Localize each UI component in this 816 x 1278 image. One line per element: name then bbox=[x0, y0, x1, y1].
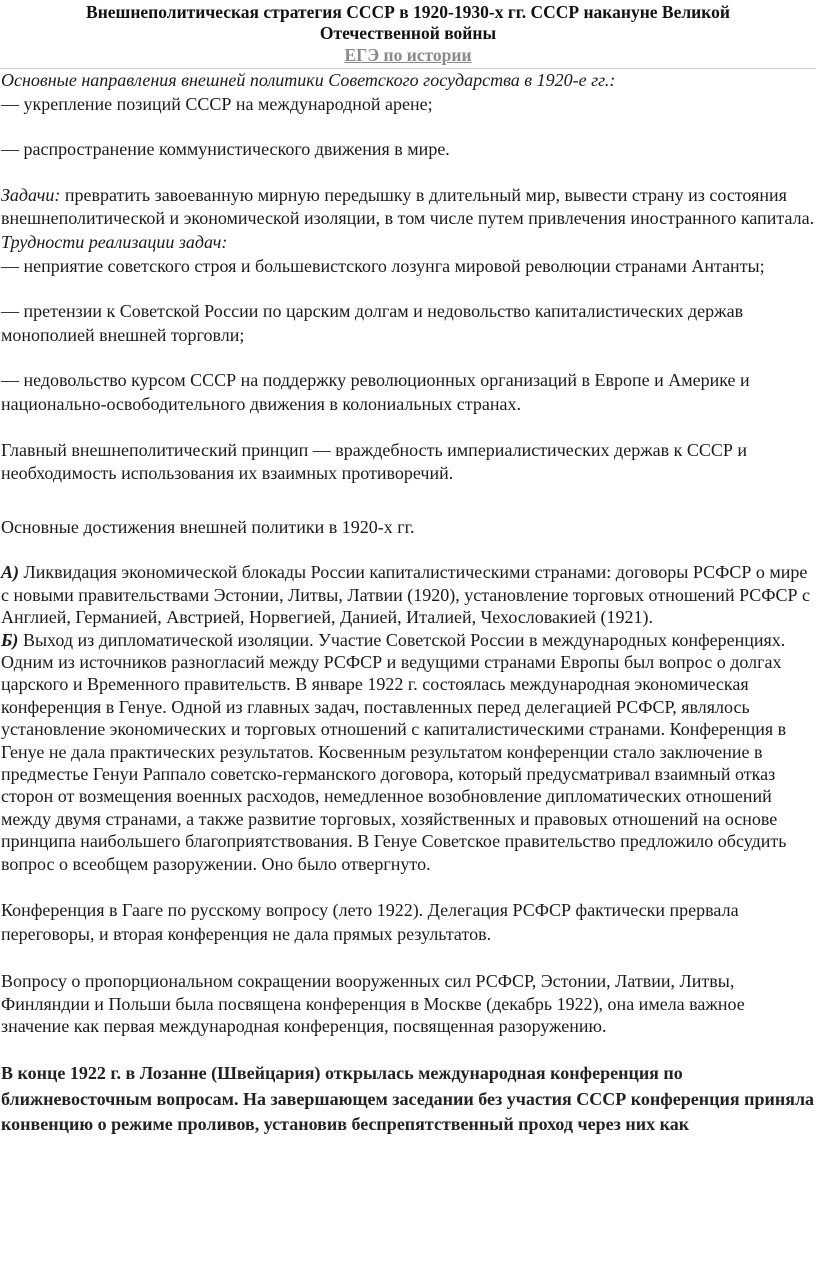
document-page bbox=[0, 2, 816, 1278]
main-principle-paragraph: Главный внешнеполитический принцип — враждебность империалистических держав к СССР и необходимость использования их взаимных противоречий. bbox=[1, 439, 748, 484]
lausanne-paragraph: В конце 1922 г. в Лозанне (Швейцария) открылась международная конференция по ближневосточным вопросам. На завершающем заседании без участия СССР конференция приняла конвенцию о режиме проливов, установив беспрепятственный проход через них как bbox=[1, 1063, 815, 1135]
achievement-a bbox=[1, 561, 816, 628]
difficulties-heading: Трудности реализации задач: bbox=[1, 231, 228, 252]
page-title: Внешнеполитическая стратегия СССР в 1920-1930-х гг. СССР накануне Великой Отечественной войны bbox=[86, 2, 730, 43]
difficulty-item-1: — неприятие советского строя и большевистского лозунга мировой революции странами Антанты; bbox=[1, 255, 765, 276]
tasks-paragraph bbox=[1, 184, 816, 231]
direction-item-2: — распространение коммунистического движения в мире. bbox=[1, 139, 450, 160]
hague-paragraph: Конференция в Гааге по русскому вопросу (лето 1922). Делегация РСФСР фактически прервала переговоры, и вторая конференция не дала прямых результатов. bbox=[1, 900, 739, 944]
achievement-b bbox=[1, 629, 816, 651]
difficulty-item-2: — претензии к Советской России по царским долгам и недовольство капиталистических держав монополией внешней торговли; bbox=[1, 301, 744, 345]
achievements-heading: Основные достижения внешней политики в 1920-х гг. bbox=[1, 516, 415, 537]
difficulty-item-3: — недовольство курсом СССР на поддержку революционных организаций в Европе и Америке и национально-освободительного движения в колониальных странах. bbox=[1, 370, 750, 414]
directions-heading: Основные направления внешней политики Советского государства в 1920-е гг.: bbox=[1, 70, 616, 90]
direction-item-1: — укрепление позиций СССР на международной арене; bbox=[1, 93, 433, 114]
tasks-text: превратить завоеванную мирную передышку в длительный мир, вывести страну из состояния внешнеполитической и экономической изоляции, в том числе путем привлечения иностранного капитала. bbox=[1, 184, 815, 229]
ege-history-link[interactable]: ЕГЭ по истории bbox=[344, 45, 472, 65]
tasks-label: Задачи: bbox=[1, 184, 61, 205]
achievement-a-label: А) bbox=[1, 562, 19, 583]
article-body bbox=[0, 69, 816, 1138]
achievement-a-text: Ликвидация экономической блокады России капиталистическими странами: договоры РСФСР о мире с новыми правительствами Эстонии, Литвы, Латвии (1920), установление торговых отношений РСФСР с Англией, Германией, Австрией, Норвегией, Данией, Италией, Чехословакией (1921). bbox=[1, 562, 811, 628]
genoa-paragraph: Одним из источников разногласий между РСФСР и ведущими странами Европы был вопрос о долгах царского и Временного правительств. В январе 1922 г. состоялась международная экономическая конференция в Генуе. Одной из главных задач, поставленных перед делегацией РСФСР, являлось установление экономических и торговых отношений с капиталистическими странами. Конференция в Генуе не дала практических результатов. Косвенным результатом конференции стало заключение в предместье Генуи Раппало советско-германского договора, который предусматривал взаимный отказ сторон от возмещения военных расходов, немедленное возобновление дипломатических отношений между двумя странами, а также развитие торговых, хозяйственных и правовых отношений на основе принципа наибольшего благоприятствования. В Генуе Советское правительство предложило обсудить вопрос о всеобщем разоружении. Оно было отвергнуто. bbox=[1, 651, 787, 874]
achievement-b-label: Б) bbox=[1, 629, 19, 650]
achievement-b-text: Выход из дипломатической изоляции. Участие Советской России в международных конференциях. bbox=[18, 629, 786, 650]
moscow-paragraph: Вопросу о пропорциональном сокращении вооруженных сил РСФСР, Эстонии, Латвии, Литвы, Финляндии и Польши была посвящена конференция в Москве (декабрь 1922), она имела важное значение как первая международная конференция, посвященная разоружению. bbox=[1, 971, 745, 1036]
